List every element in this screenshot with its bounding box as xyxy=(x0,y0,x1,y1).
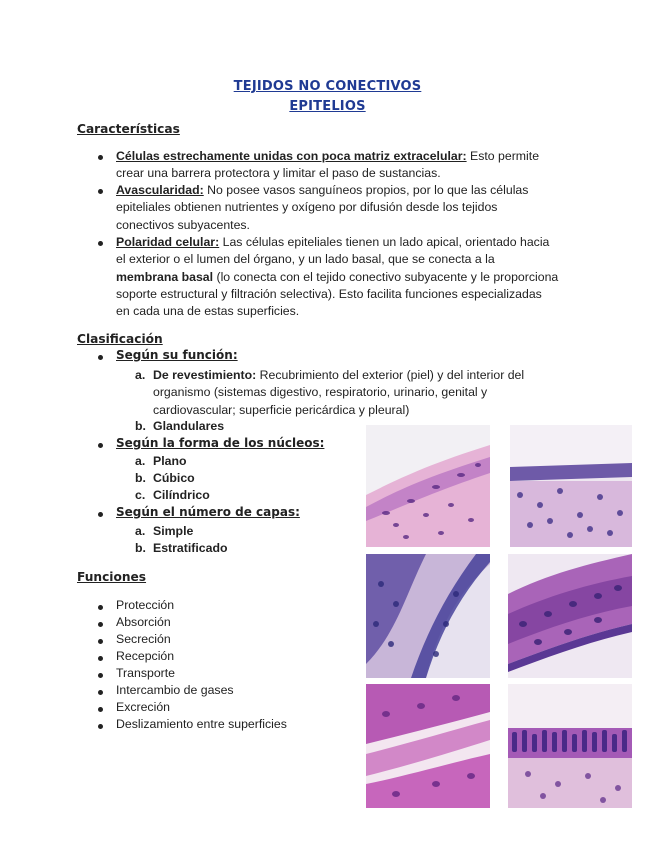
funcion-item: Transporte xyxy=(116,666,176,680)
clasificacion-item: c. Cilíndrico xyxy=(135,488,210,502)
caracteristica-term: Células estrechamente unidas con poca matriz extracelular: xyxy=(116,149,467,163)
bullet-icon xyxy=(98,185,106,193)
caracteristica-item-1: Células estrechamente unidas con poca matriz extracelular: Esto permite crear una barrera protectora y limitar el paso de sustancias. xyxy=(116,149,540,181)
bullet-icon xyxy=(98,686,106,694)
bullet-icon xyxy=(98,652,106,660)
histology-image-squamous xyxy=(366,425,490,547)
caracteristica-item-2: Avascularidad: No posee vasos sanguíneos propios, por lo que las células epiteliales obtienen nutrientes y oxígeno por difusión desde los tejidos conectivos subyacentes. xyxy=(116,183,529,232)
bullet-icon xyxy=(98,439,106,447)
clasificacion-item: b. Estratificado xyxy=(135,541,228,555)
bullet-icon xyxy=(98,703,106,711)
caracteristicas-heading: Características xyxy=(77,122,180,136)
funciones-heading: Funciones xyxy=(77,570,147,584)
clasificacion-item: b. Cúbico xyxy=(135,471,195,485)
funcion-item: Absorción xyxy=(116,615,171,629)
histology-image-cuboidal xyxy=(510,425,632,547)
clasificacion-item: b. Glandulares xyxy=(135,419,225,433)
bullet-icon xyxy=(98,669,106,677)
page-subtitle: EPITELIOS xyxy=(289,99,366,114)
bullet-icon xyxy=(98,618,106,626)
bullet-icon xyxy=(98,508,106,516)
bullet-icon xyxy=(98,601,106,609)
funcion-item: Intercambio de gases xyxy=(116,683,234,697)
histology-image-glandular xyxy=(366,684,490,808)
funcion-item: Recepción xyxy=(116,649,175,663)
page-title: TEJIDOS NO CONECTIVOS xyxy=(233,79,422,94)
funcion-item: Deslizamiento entre superficies xyxy=(116,717,287,731)
clasificacion-group-funcion: Según su función: xyxy=(116,348,238,362)
funcion-item: Secreción xyxy=(116,632,171,646)
clasificacion-group-capas: Según el número de capas: xyxy=(116,505,300,519)
caracteristica-term: Polaridad celular: xyxy=(116,235,220,249)
bullet-icon xyxy=(98,351,106,359)
bullet-icon xyxy=(98,720,106,728)
clasificacion-heading: Clasificación xyxy=(77,332,163,346)
histology-image-pseudostratified xyxy=(508,684,632,808)
bullet-icon xyxy=(98,151,106,159)
histology-image-columnar xyxy=(366,554,490,678)
bullet-icon xyxy=(98,237,106,245)
clasificacion-item: a. De revestimiento: Recubrimiento del exterior (piel) y del interior del organismo (sistemas digestivo, respiratorio, urinario, genital y cardiovascular; superficie pericárdica y pleural) xyxy=(135,368,525,417)
histology-image-stratified xyxy=(508,554,632,678)
bullet-icon xyxy=(98,635,106,643)
clasificacion-group-nucleos: Según la forma de los núcleos: xyxy=(116,436,325,450)
caracteristica-item-3: Polaridad celular: Las células epiteliales tienen un lado apical, orientado hacia el exterior o el lumen del órgano, y un lado basal, que se conecta a la membrana basal (lo conecta con el tejido conectivo subyacente y le proporciona soporte estructural y filtración selectiva). Esto facilita funciones especializadas en cada una de estas superficies. xyxy=(116,235,559,319)
caracteristica-term: Avascularidad: xyxy=(116,183,204,197)
funcion-item: Protección xyxy=(116,598,175,612)
clasificacion-item: a. Plano xyxy=(135,454,187,468)
funcion-item: Excreción xyxy=(116,700,170,714)
clasificacion-item: a. Simple xyxy=(135,524,194,538)
